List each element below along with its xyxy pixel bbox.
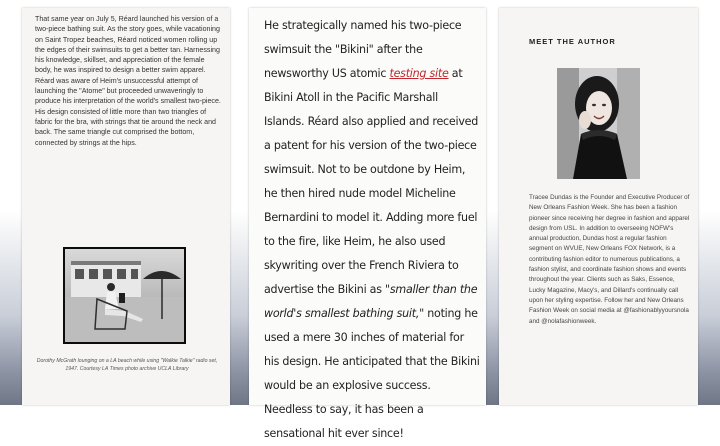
center-quote: "smaller than the world's smallest bathing suit,": [264, 283, 478, 320]
author-portrait-icon: [557, 68, 640, 179]
left-page: [22, 8, 230, 405]
photo-caption: Dorothy McGrath lounging on a LA beach while using "Walkie Talkie" radio set, 1947. Courtesy LA Times photo archive UCLA Library: [36, 358, 218, 372]
left-page-paragraph: That same year on July 5, Réard launched his version of a two-piece bathing suit. As the story goes, while vacationing on Saint Tropez beaches, Réard noticed women rolling up the edges of their swimsuits to get a better tan. Harnessing his knowledge, skillset, and appreciation of the female body, he was inspired to design a better swim apparel. Réard was aware of Heim's unsuccessful attempt of launching the "Atome" but proceeded unwaveringly to produce his interpretation of the world's smallest two-piece. His design consisted of little more than two triangles of fabric for the bra, with strings that tie around the neck and back. The same triangle cut comprised the bottom, connected by strings at the hips.: [35, 15, 221, 147]
center-text-part-1: He strategically named his two-piece swimsuit the "Bikini" after the newsworthy US atomic: [264, 19, 462, 80]
center-text-part-3: noting he used a mere 30 inches of material for his design. He anticipated that the Bikini would be an explosive success. Needless to say, it has been a sensational hit ever since!: [264, 307, 480, 440]
author-bio: Tracee Dundas is the Founder and Executive Producer of New Orleans Fashion Week. She has been a fashion pioneer since receiving her degree in fashion and apparel design from USL. In addition to overseeing NOFW's annual production, Dundas host a regular fashion segment on WVUE, New Orleans FOX Network, is a contributing fashion editor to numerous publications, a fashion stylist, and coordinate fashion shows and events throughout the year. Clients such as Saks, Essence, Lucky Magazine, Macy's, and Dillard's continually call upon her styling expertise. Follow her and New Orleans Fashion Week on social media at @fashionablyyoursnola and @nolafashionweek.: [529, 194, 690, 325]
beach-photo-icon: [63, 247, 186, 344]
testing-site-link[interactable]: testing site: [389, 67, 449, 80]
meet-the-author-heading: MEET THE AUTHOR: [529, 37, 616, 46]
center-page-paragraph: [264, 14, 481, 446]
right-page: [499, 8, 698, 405]
center-text-part-2: at Bikini Atoll in the Pacific Marshall Islands. Réard also applied and received a patent for his version of the two-piece swimsuit. Not to be outdone by Heim, he then hired nude model Micheline Bernardini to model it. Adding more fuel to the fire, like Heim, he also used skywriting over the French Riviera to advertise the Bikini as: [264, 67, 478, 296]
center-page: [249, 8, 486, 440]
